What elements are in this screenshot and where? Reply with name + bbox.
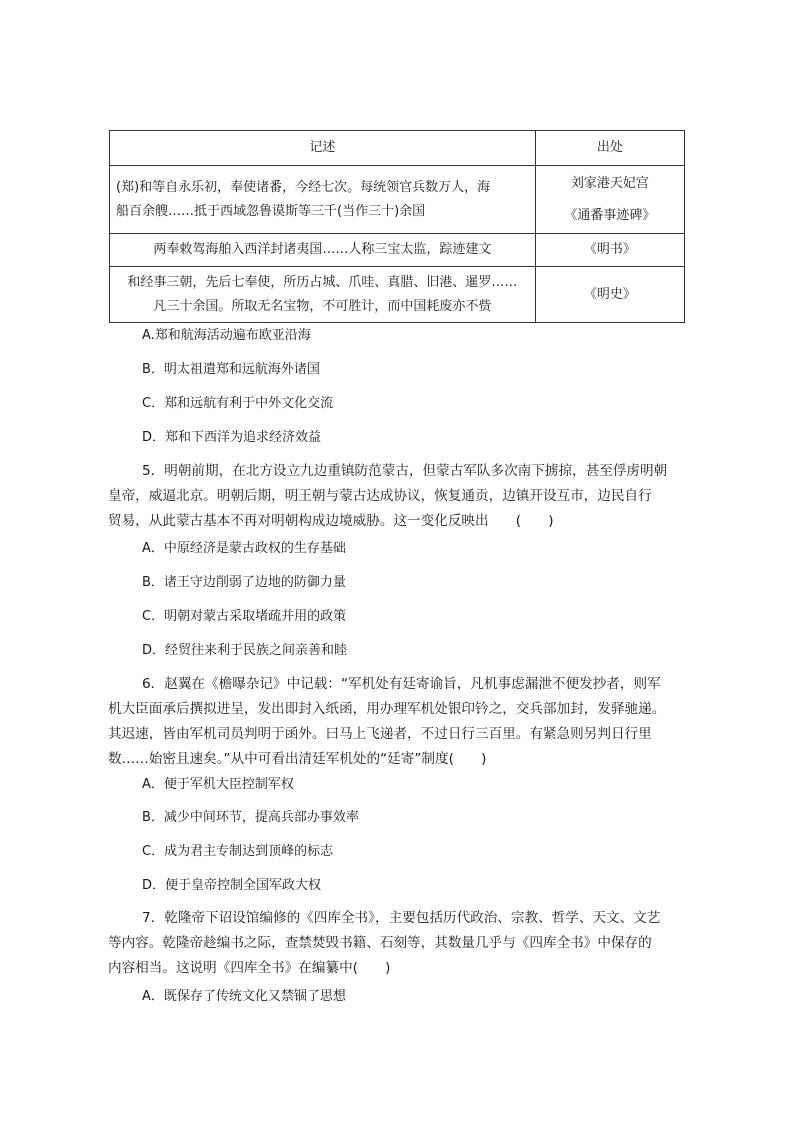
q4-option-a: A.郑和航海活动遍布欧亚沿海 xyxy=(142,328,311,343)
record-cell xyxy=(110,166,536,234)
q6-option-c: C．成为君主专制达到顶峰的标志 xyxy=(142,844,334,859)
q7-option-a: A．既保存了传统文化又禁锢了思想 xyxy=(142,989,346,1004)
q5-option-a: A．中原经济是蒙古政权的生存基础 xyxy=(142,541,346,556)
q6-line: 数……始密且速矣。”从中可看出清廷军机处的“廷寄”制度( ) xyxy=(108,751,487,767)
q6-line: 其迟速，皆由军机司员判明于函外。曰马上飞递者，不过日行三百里。有紧急则另判日行里 xyxy=(108,726,652,742)
record-line: 两奉敕驾海舶入西洋封诸夷国……人称三宝太监，踪迹建文 xyxy=(153,242,492,257)
q4-option-c: C．郑和远航有利于中外文化交流 xyxy=(142,396,334,411)
table-row xyxy=(110,166,685,234)
source-line: 《通番事迹碑》 xyxy=(564,207,656,223)
q5-option-d: D．经贸往来利于民族之间亲善和睦 xyxy=(142,643,348,658)
q5-line: 5．明朝前期，在北方设立九边重镇防范蒙古，但蒙古军队多次南下掳掠，甚至俘虏明朝 xyxy=(142,463,668,479)
q5-line: 贸易，从此蒙古基本不再对明朝构成边境威胁。这一变化反映出 ( ) xyxy=(108,513,554,529)
q5-option-c: C．明朝对蒙古采取堵疏并用的政策 xyxy=(142,609,347,624)
q6-option-a: A．便于军机大臣控制军权 xyxy=(142,777,294,792)
q6-option-b: B．减少中间环节，提高兵部办事效率 xyxy=(142,810,359,825)
q6-option-d: D．便于皇帝控制全国军政大权 xyxy=(142,878,322,893)
q7-line: 等内容。乾隆帝趁编书之际，查禁焚毁书籍、石刻等，其数量几乎与《四库全书》中保存的 xyxy=(108,935,652,951)
header-source: 出处 xyxy=(535,131,684,166)
q7-stem xyxy=(108,906,687,981)
record-line: 和经事三朝，先后七奉使，所历占城、爪哇、真腊、旧港、暹罗…… xyxy=(127,274,518,290)
source-cell xyxy=(535,234,684,267)
source-line: 刘家港天妃宫 xyxy=(570,175,649,191)
sources-table xyxy=(109,130,685,323)
q7-line: 内容相当。这说明《四库全书》在编纂中( ) xyxy=(108,960,391,976)
q6-stem xyxy=(108,672,687,772)
q6-line: 机大臣面承后撰拟进呈，发出即封入纸函，用办理军机处银印钤之，交兵部加封，发驿驰递。 xyxy=(108,701,666,717)
record-line: 凡三十余国。所取无名宝物，不可胜计，而中国耗废亦不赀 xyxy=(153,298,492,314)
q5-line: 皇帝，威逼北京。明朝后期，明王朝与蒙古达成协议，恢复通贡，边镇开设互市，边民自行 xyxy=(108,488,652,504)
table-row xyxy=(110,267,685,323)
header-record: 记述 xyxy=(110,131,536,166)
q4-option-d: D．郑和下西洋为追求经济效益 xyxy=(142,430,322,445)
record-line: 船百余艘……抵于西域忽鲁谟斯等三千(当作三十)余国 xyxy=(116,203,426,219)
source-cell xyxy=(535,166,684,234)
source-cell xyxy=(535,267,684,323)
source-line: 《明书》 xyxy=(583,242,636,257)
q5-option-b: B．诸王守边削弱了边地的防御力量 xyxy=(142,575,346,590)
q7-line: 7．乾隆帝下诏设馆编修的《四库全书》，主要包括历代政治、宗教、哲学、天文、文艺 xyxy=(142,910,661,926)
record-cell xyxy=(110,267,536,323)
table-header-row xyxy=(110,131,685,166)
q6-line: 6．赵翼在《檐曝杂记》中记载：“军机处有廷寄谕旨，凡机事虑漏泄不便发抄者，则军 xyxy=(142,676,661,692)
source-line: 《明史》 xyxy=(583,286,636,302)
q5-stem xyxy=(108,459,687,534)
record-cell xyxy=(110,234,536,267)
table-row xyxy=(110,234,685,267)
record-line: (郑)和等自永乐初，奉使诸番，今经七次。每统领官兵数万人，海 xyxy=(116,179,491,195)
q4-option-b: B．明太祖遣郑和远航海外诸国 xyxy=(142,362,320,377)
